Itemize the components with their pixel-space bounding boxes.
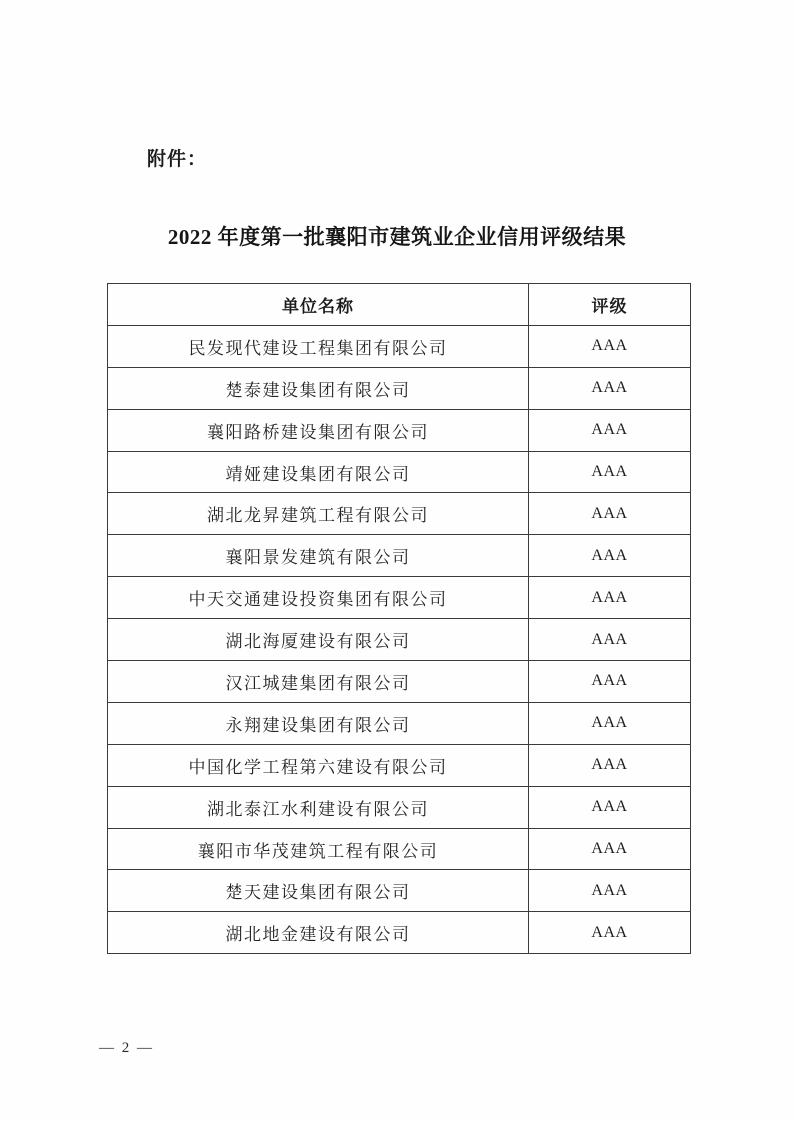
table-row: [108, 409, 691, 451]
rating-cell: AAA: [529, 661, 691, 703]
rating-cell: AAA: [529, 619, 691, 661]
table-row: [108, 828, 691, 870]
table-row: [108, 577, 691, 619]
rating-cell: AAA: [529, 702, 691, 744]
table-row: [108, 870, 691, 912]
table-row: [108, 325, 691, 367]
rating-cell: AAA: [529, 325, 691, 367]
company-name-cell: 湖北泰江水利建设有限公司: [108, 786, 529, 828]
table-row: [108, 661, 691, 703]
table-row: [108, 451, 691, 493]
rating-cell: AAA: [529, 577, 691, 619]
company-name-cell: 湖北海厦建设有限公司: [108, 619, 529, 661]
table-row: [108, 535, 691, 577]
table-row: [108, 744, 691, 786]
company-name-cell: 靖娅建设集团有限公司: [108, 451, 529, 493]
attachment-label: 附件：: [147, 149, 208, 170]
table-header-row: [108, 284, 691, 326]
company-name-cell: 襄阳市华茂建筑工程有限公司: [108, 828, 529, 870]
rating-cell: AAA: [529, 451, 691, 493]
rating-table-body: [108, 325, 691, 953]
table-row: [108, 493, 691, 535]
rating-cell: AAA: [529, 744, 691, 786]
company-name-cell: 湖北地金建设有限公司: [108, 912, 529, 954]
table-row: [108, 912, 691, 954]
company-name-cell: 中天交通建设投资集团有限公司: [108, 577, 529, 619]
rating-cell: AAA: [529, 828, 691, 870]
company-name-cell: 永翔建设集团有限公司: [108, 702, 529, 744]
column-header-company-name: 单位名称: [108, 284, 529, 326]
company-name-cell: 襄阳景发建筑有限公司: [108, 535, 529, 577]
document-title: 2022 年度第一批襄阳市建筑业企业信用评级结果: [167, 225, 627, 249]
company-name-cell: 民发现代建设工程集团有限公司: [108, 325, 529, 367]
company-name-cell: 襄阳路桥建设集团有限公司: [108, 409, 529, 451]
table-row: [108, 786, 691, 828]
table-row: [108, 702, 691, 744]
table-row: [108, 619, 691, 661]
rating-cell: AAA: [529, 535, 691, 577]
rating-cell: AAA: [529, 912, 691, 954]
credit-rating-table: [107, 283, 691, 954]
rating-cell: AAA: [529, 367, 691, 409]
company-name-cell: 汉江城建集团有限公司: [108, 661, 529, 703]
table-row: [108, 367, 691, 409]
rating-cell: AAA: [529, 493, 691, 535]
company-name-cell: 楚泰建设集团有限公司: [108, 367, 529, 409]
company-name-cell: 楚天建设集团有限公司: [108, 870, 529, 912]
column-header-rating: 评级: [529, 284, 691, 326]
company-name-cell: 中国化学工程第六建设有限公司: [108, 744, 529, 786]
page-number: — 2 —: [99, 1040, 154, 1056]
rating-cell: AAA: [529, 786, 691, 828]
rating-cell: AAA: [529, 870, 691, 912]
rating-cell: AAA: [529, 409, 691, 451]
company-name-cell: 湖北龙昇建筑工程有限公司: [108, 493, 529, 535]
